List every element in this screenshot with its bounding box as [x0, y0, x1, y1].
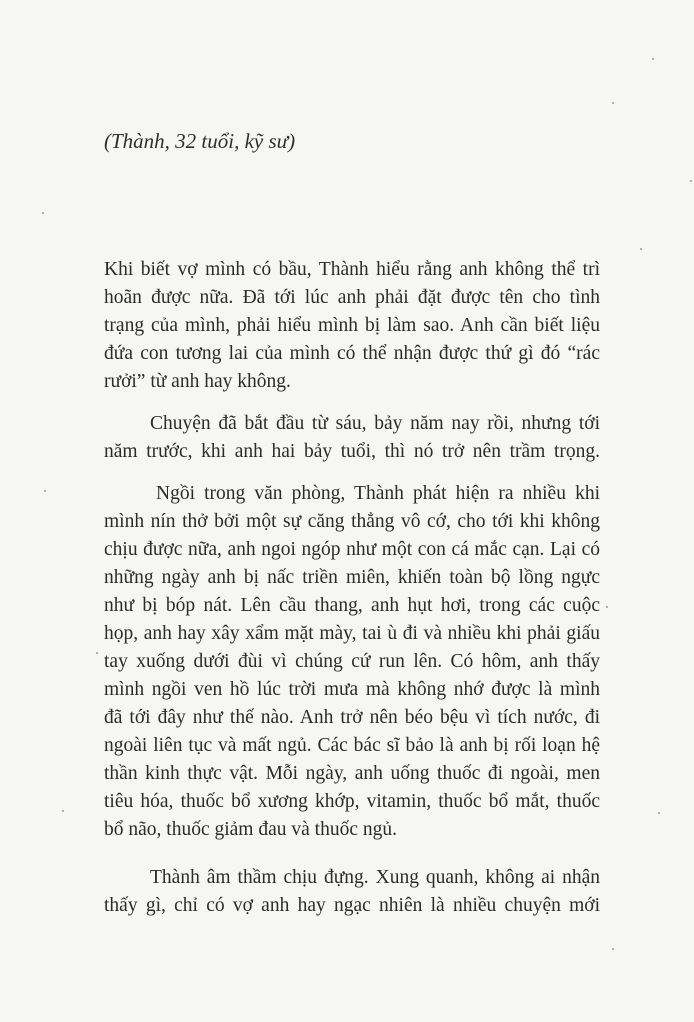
text-line: năm trước, khi anh hai bảy tuổi, thì nó trở nên trầm trọng. [104, 441, 600, 462]
text-line: Ngồi trong văn phòng, Thành phát hiện ra nhiều khi [156, 483, 600, 504]
scan-speck [690, 180, 692, 182]
text-line: thấy gì, chỉ có vợ anh hay ngạc nhiên là nhiều chuyện mới [104, 895, 600, 916]
scan-speck [44, 490, 46, 492]
text-line: những ngày anh bị nấc triền miên, khiến toàn bộ lồng ngực [104, 567, 600, 588]
text-line: tiêu hóa, thuốc bổ xương khớp, vitamin, thuốc bổ mắt, thuốc [104, 791, 600, 812]
text-line: Thành âm thầm chịu đựng. Xung quanh, không ai nhận [150, 867, 600, 888]
text-line: mình nín thở bởi một sự căng thẳng vô cớ, cho tới khi không [104, 511, 600, 532]
scan-speck [640, 248, 642, 250]
scan-speck [62, 810, 64, 812]
text-line: đứa con tương lai của mình có thể nhận được thứ gì đó “rác [104, 343, 600, 364]
text-line: Khi biết vợ mình có bầu, Thành hiểu rằng anh không thể trì [104, 259, 600, 280]
scan-speck [652, 58, 654, 60]
text-line: như bị bóp nát. Lên cầu thang, anh hụt hơi, trong các cuộc [104, 595, 600, 616]
text-line: Chuyện đã bắt đầu từ sáu, bảy năm nay rồi, nhưng tới [150, 413, 600, 434]
attribution: (Thành, 32 tuổi, kỹ sư) [104, 129, 296, 153]
scan-speck [96, 652, 98, 654]
text-line: chịu được nữa, anh ngoi ngóp như một con cá mắc cạn. Lại có [104, 539, 600, 560]
scan-speck [612, 102, 614, 104]
text-line: trạng của mình, phải hiểu mình bị làm sao. Anh cần biết liệu [104, 315, 600, 336]
text-line: hoãn được nữa. Đã tới lúc anh phải đặt được tên cho tình [104, 287, 600, 308]
text-line: ngoài liên tục và mất ngủ. Các bác sĩ bảo là anh bị rối loạn hệ [104, 735, 600, 756]
scan-speck [606, 606, 608, 608]
text-line: rưởi” từ anh hay không. [104, 371, 291, 392]
text-line: thần kinh thực vật. Mỗi ngày, anh uống thuốc đi ngoài, men [104, 763, 600, 784]
scan-speck [658, 812, 660, 814]
text-line: họp, anh hay xây xẩm mặt mày, tai ù đi và nhiều khi phải giấu [104, 623, 600, 644]
text-line: mình ngồi ven hồ lúc trời mưa mà không nhớ được là mình [104, 679, 600, 700]
text-line: bổ não, thuốc giảm đau và thuốc ngủ. [104, 819, 397, 840]
scan-speck [612, 948, 614, 950]
text-line: đã tới đây như thế nào. Anh trở nên béo bệu vì tích nước, đi [104, 707, 600, 728]
text-line: tay xuống dưới đùi vì chúng cứ run lên. Có hôm, anh thấy [104, 651, 600, 672]
scan-speck [42, 212, 44, 214]
